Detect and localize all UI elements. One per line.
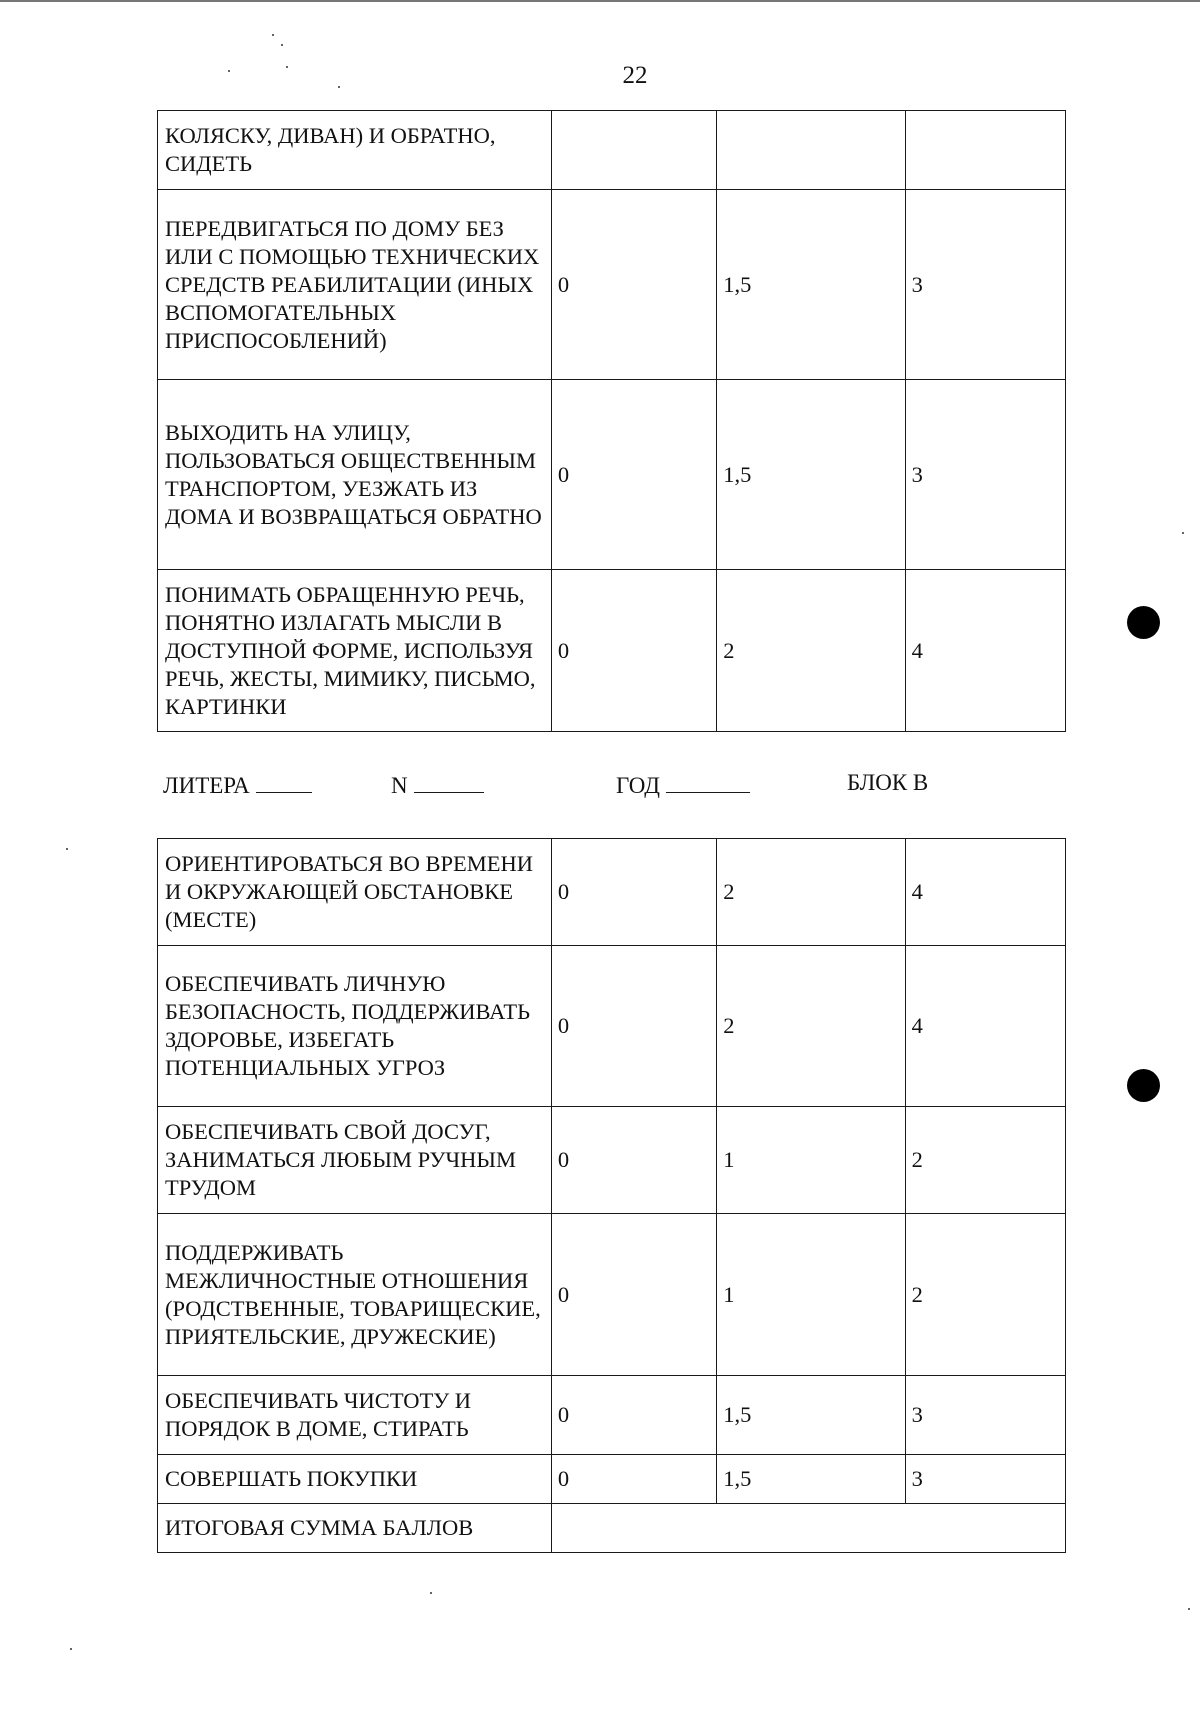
score-full: 2 (905, 1214, 1065, 1376)
table-row (158, 380, 1066, 570)
score-none: 0 (551, 1455, 716, 1504)
number-field (391, 770, 484, 799)
scan-speck (1188, 1608, 1190, 1610)
row-label: ОБЕСПЕЧИВАТЬ ЛИЧНУЮ БЕЗОПАСНОСТЬ, ПОДДЕРЖИВАТЬ ЗДОРОВЬЕ, ИЗБЕГАТЬ ПОТЕНЦИАЛЬНЫХ УГРОЗ (158, 946, 552, 1107)
score-full: 3 (905, 1455, 1065, 1504)
table-row (158, 570, 1066, 732)
row-label: ОБЕСПЕЧИВАТЬ ЧИСТОТУ И ПОРЯДОК В ДОМЕ, СТИРАТЬ (158, 1376, 552, 1455)
table-row (158, 946, 1066, 1107)
score-none: 0 (551, 570, 716, 732)
scan-speck (272, 34, 274, 36)
score-partial: 1,5 (717, 1455, 905, 1504)
row-label: ПЕРЕДВИГАТЬСЯ ПО ДОМУ БЕЗ ИЛИ С ПОМОЩЬЮ ТЕХНИЧЕСКИХ СРЕДСТВ РЕАБИЛИТАЦИИ (ИНЫХ ВСПОМОГАТЕЛЬНЫХ ПРИСПОСОБЛЕНИЙ) (158, 190, 552, 380)
row-label: ОБЕСПЕЧИВАТЬ СВОЙ ДОСУГ, ЗАНИМАТЬСЯ ЛЮБЫМ РУЧНЫМ ТРУДОМ (158, 1107, 552, 1214)
score-partial: 1 (717, 1214, 905, 1376)
row-label: КОЛЯСКУ, ДИВАН) И ОБРАТНО, СИДЕТЬ (158, 111, 552, 190)
number-blank[interactable] (414, 770, 484, 793)
score-none: 0 (551, 1107, 716, 1214)
score-full (905, 111, 1065, 190)
table-row (158, 111, 1066, 190)
litera-blank[interactable] (256, 770, 312, 793)
row-label: ОРИЕНТИРОВАТЬСЯ ВО ВРЕМЕНИ И ОКРУЖАЮЩЕЙ ОБСТАНОВКЕ (МЕСТЕ) (158, 839, 552, 946)
score-none: 0 (551, 1376, 716, 1455)
score-none: 0 (551, 190, 716, 380)
block-label: БЛОК В (847, 770, 929, 795)
score-partial: 1,5 (717, 380, 905, 570)
year-label: ГОД (616, 773, 660, 798)
row-label: СОВЕРШАТЬ ПОКУПКИ (158, 1455, 552, 1504)
total-row (158, 1504, 1066, 1553)
score-full: 3 (905, 1376, 1065, 1455)
scores-table-block-v (157, 838, 1066, 1553)
score-none: 0 (551, 380, 716, 570)
scan-speck (286, 66, 288, 68)
score-full: 4 (905, 946, 1065, 1107)
score-none (551, 111, 716, 190)
table-row (158, 1107, 1066, 1214)
score-full: 4 (905, 570, 1065, 732)
score-partial: 1 (717, 1107, 905, 1214)
score-partial: 1,5 (717, 190, 905, 380)
table-row (158, 1455, 1066, 1504)
score-partial: 2 (717, 946, 905, 1107)
score-partial: 2 (717, 839, 905, 946)
scores-table-top (157, 110, 1066, 732)
score-none: 0 (551, 839, 716, 946)
year-blank[interactable] (666, 770, 750, 793)
row-label: ПОНИМАТЬ ОБРАЩЕННУЮ РЕЧЬ, ПОНЯТНО ИЗЛАГАТЬ МЫСЛИ В ДОСТУПНОЙ ФОРМЕ, ИСПОЛЬЗУЯ РЕЧЬ, ЖЕСТЫ, МИМИКУ, ПИСЬМО, КАРТИНКИ (158, 570, 552, 732)
scan-top-rule (0, 0, 1200, 2)
score-none: 0 (551, 946, 716, 1107)
binder-hole (1127, 1069, 1160, 1102)
binder-hole (1127, 606, 1160, 639)
total-value[interactable] (551, 1504, 1065, 1553)
row-label: ВЫХОДИТЬ НА УЛИЦУ, ПОЛЬЗОВАТЬСЯ ОБЩЕСТВЕННЫМ ТРАНСПОРТОМ, УЕЗЖАТЬ ИЗ ДОМА И ВОЗВРАЩАТЬСЯ ОБРАТНО (158, 380, 552, 570)
table-row (158, 839, 1066, 946)
scan-speck (281, 44, 283, 46)
block-header-fields (0, 770, 1200, 804)
total-label: ИТОГОВАЯ СУММА БАЛЛОВ (158, 1504, 552, 1553)
score-partial (717, 111, 905, 190)
litera-label: ЛИТЕРА (163, 773, 250, 798)
scan-speck (228, 70, 230, 72)
page-number: 22 (622, 62, 648, 89)
scan-speck (430, 1592, 432, 1594)
scan-speck (338, 86, 340, 88)
row-label: ПОДДЕРЖИВАТЬ МЕЖЛИЧНОСТНЫЕ ОТНОШЕНИЯ (РОДСТВЕННЫЕ, ТОВАРИЩЕСКИЕ, ПРИЯТЕЛЬСКИЕ, ДРУЖЕСКИЕ) (158, 1214, 552, 1376)
score-full: 3 (905, 190, 1065, 380)
scan-speck (70, 1648, 72, 1650)
score-full: 4 (905, 839, 1065, 946)
score-full: 2 (905, 1107, 1065, 1214)
table-row (158, 1376, 1066, 1455)
score-none: 0 (551, 1214, 716, 1376)
table-row (158, 190, 1066, 380)
year-field (616, 770, 750, 799)
scan-speck (1182, 532, 1184, 534)
scan-speck (66, 848, 68, 850)
number-label: N (391, 773, 408, 798)
litera-field (163, 770, 312, 799)
score-partial: 2 (717, 570, 905, 732)
score-partial: 1,5 (717, 1376, 905, 1455)
table-row (158, 1214, 1066, 1376)
score-full: 3 (905, 380, 1065, 570)
